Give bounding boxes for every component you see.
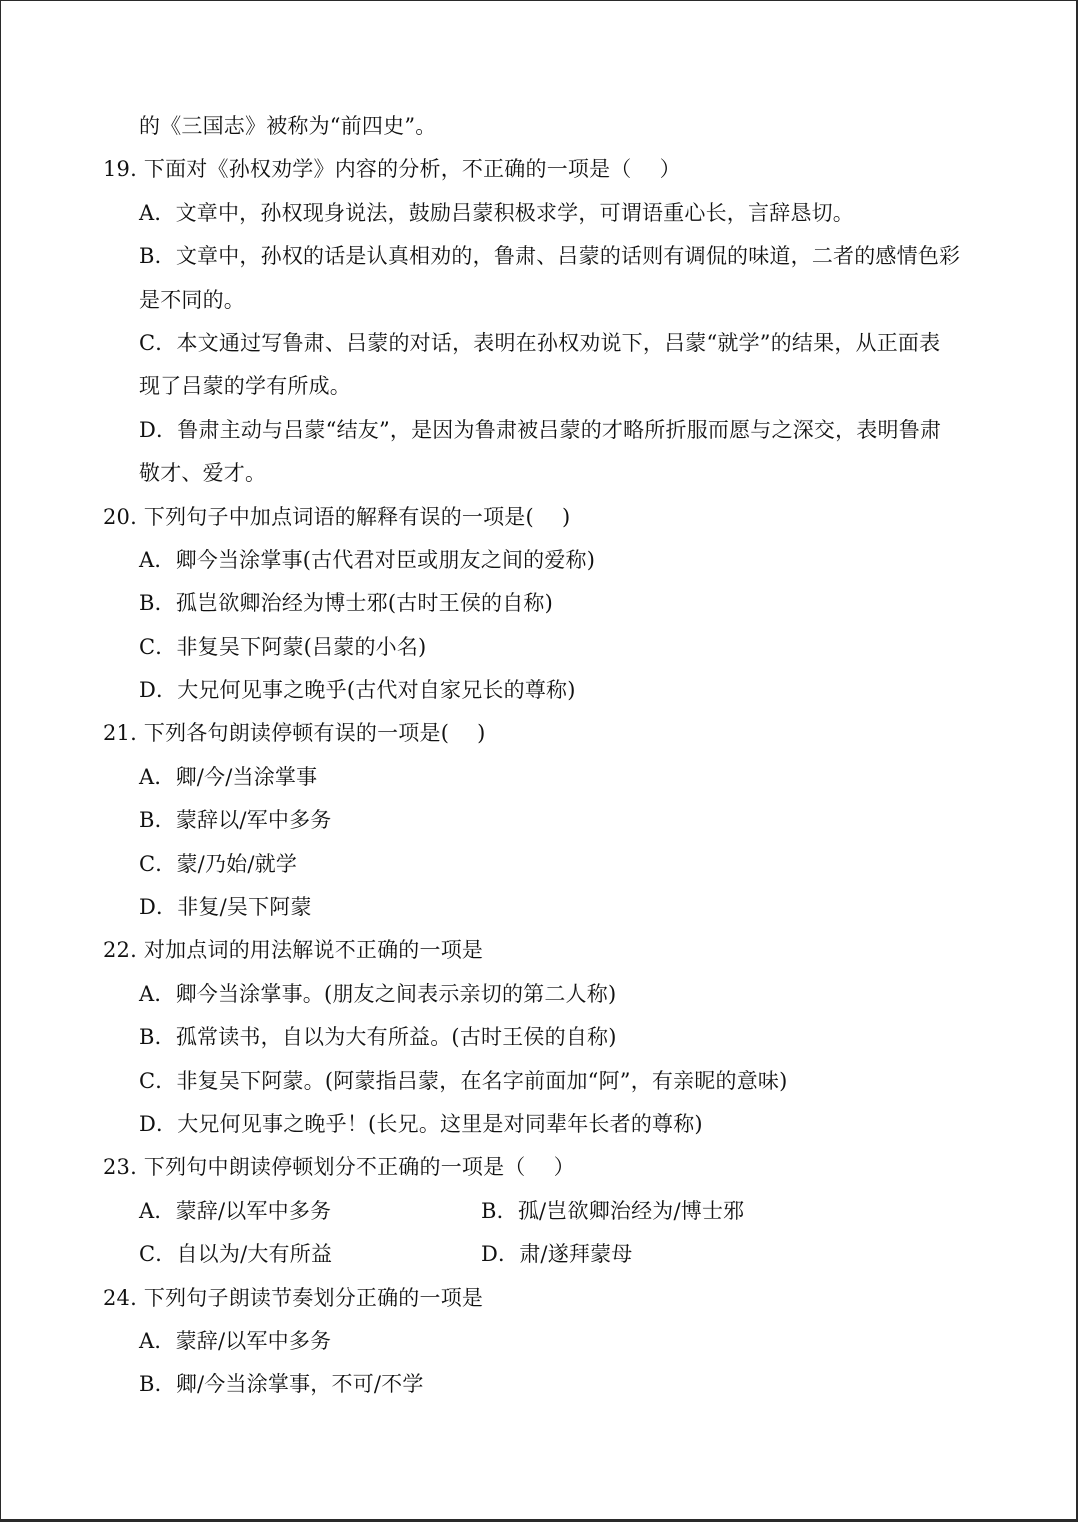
question-23-stem: [1, 1146, 1080, 1189]
q22-option-b: B．孤常读书，自以为大有所益。(古时王侯的自称): [139, 1025, 617, 1050]
q19-option-c-continued: 现了吕蒙的学有所成。: [139, 374, 351, 399]
question-24-stem: [1, 1277, 1080, 1320]
q21-option-d: D．非复/吴下阿蒙: [139, 895, 312, 920]
question-19-stem: [1, 148, 1080, 191]
question-text: 下列句子朗读节奏划分正确的一项是: [143, 1285, 484, 1310]
question-number: 21.: [103, 721, 137, 746]
question-text: 下列句中朗读停顿划分不正确的一项是（ ）: [143, 1155, 575, 1180]
page-content: [1, 105, 1080, 1407]
q20-option-d: D．大兄何见事之晚乎(古代对自家兄长的尊称): [139, 678, 576, 703]
q19-option-b: B．文章中，孙权的话是认真相劝的，鲁肃、吕蒙的话则有调侃的味道，二者的感情色彩: [139, 244, 961, 269]
question-22-stem: [1, 929, 1080, 972]
q24-option-b: B．卿/今当涂掌事，不可/不学: [139, 1372, 424, 1397]
q23-options-row-2: [1, 1233, 1080, 1276]
q20-option-b: B．孤岂欲卿治经为博士邪(古时王侯的自称): [139, 591, 554, 616]
q22-option-c: C．非复吴下阿蒙。(阿蒙指吕蒙，在名字前面加“阿”，有亲昵的意味): [139, 1068, 788, 1093]
question-number: 23.: [103, 1155, 137, 1180]
q21-option-a: A．卿/今/当涂掌事: [139, 764, 318, 789]
question-text: 下列各句朗读停顿有误的一项是( ): [143, 721, 486, 746]
question-text: 下列句子中加点词语的解释有误的一项是( ): [143, 504, 571, 529]
q23-option-b: B．孤/岂欲卿治经为/博士邪: [481, 1198, 745, 1223]
question-20-stem: [1, 496, 1080, 539]
q20-option-c: C．非复吴下阿蒙(吕蒙的小名): [139, 634, 427, 659]
q24-option-a: A．蒙辞/以军中多务: [139, 1328, 332, 1353]
q21-option-b: B．蒙辞以/军中多务: [139, 808, 332, 833]
question-21-stem: [1, 712, 1080, 755]
q20-option-a: A．卿今当涂掌事(古代君对臣或朋友之间的爱称): [139, 547, 596, 572]
q19-option-a: A．文章中，孙权现身说法，鼓励吕蒙积极求学，可谓语重心长，言辞恳切。: [139, 200, 854, 225]
q23-options-row-1: [1, 1190, 1080, 1233]
question-text: 对加点词的用法解说不正确的一项是: [143, 938, 484, 963]
q23-option-c: C．自以为/大有所益: [139, 1242, 333, 1267]
question-number: 22.: [103, 938, 137, 963]
q22-option-a: A．卿今当涂掌事。(朋友之间表示亲切的第二人称): [139, 981, 617, 1006]
q19-option-c: C．本文通过写鲁肃、吕蒙的对话，表明在孙权劝说下，吕蒙“就学”的结果，从正面表: [139, 330, 941, 355]
q19-option-b-continued: 是不同的。: [139, 287, 245, 312]
question-text: 下面对《孙权劝学》内容的分析，不正确的一项是（ ）: [143, 157, 681, 182]
question-number: 20.: [103, 504, 137, 529]
q19-option-d-continued: 敬才、爱才。: [139, 461, 267, 486]
q19-option-d: D．鲁肃主动与吕蒙“结友”，是因为鲁肃被吕蒙的才略所折服而愿与之深交，表明鲁肃: [139, 417, 942, 442]
question-number: 19.: [103, 157, 137, 182]
q23-option-a: A．蒙辞/以军中多务: [139, 1198, 332, 1223]
lead-text: 的《三国志》被称为“前四史”。: [139, 114, 437, 138]
q23-option-d: D．肃/遂拜蒙母: [481, 1242, 633, 1267]
question-number: 24.: [103, 1285, 137, 1310]
q21-option-c: C．蒙/乃始/就学: [139, 851, 298, 876]
q22-option-d: D．大兄何见事之晚乎！(长兄。这里是对同辈年长者的尊称): [139, 1111, 703, 1136]
